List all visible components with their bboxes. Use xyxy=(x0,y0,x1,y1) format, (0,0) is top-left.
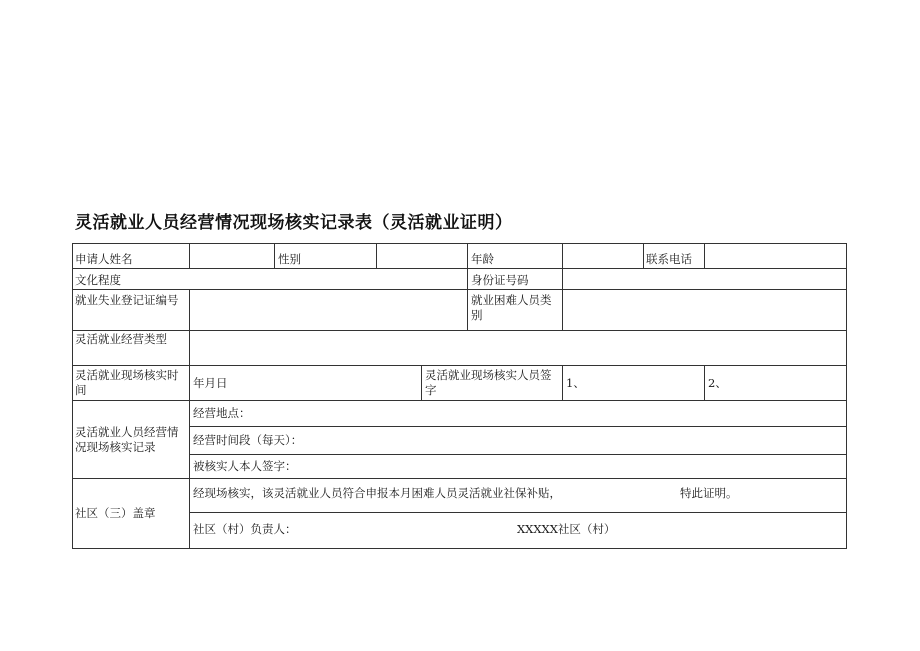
verifier-2-field[interactable]: 2、 xyxy=(705,366,847,401)
hardship-category-field[interactable] xyxy=(563,290,847,331)
applicant-name-label: 申请人姓名 xyxy=(72,243,190,269)
phone-field[interactable] xyxy=(705,243,847,269)
location-field[interactable]: 经营地点： xyxy=(190,401,847,427)
applicant-name-field[interactable] xyxy=(190,243,275,269)
unemployment-reg-label: 就业失业登记证编号 xyxy=(72,290,190,331)
community-name: XXXXX社区（村） xyxy=(517,522,616,536)
gender-field[interactable] xyxy=(377,243,468,269)
age-field[interactable] xyxy=(563,243,644,269)
verifier-1-field[interactable]: 1、 xyxy=(563,366,705,401)
record-label: 灵活就业人员经营情况现场核实记录 xyxy=(72,401,190,479)
business-type-field[interactable] xyxy=(190,331,847,366)
business-type-label: 灵活就业经营类型 xyxy=(72,331,190,366)
period-field[interactable]: 经营时间段（每天）： xyxy=(190,427,847,455)
phone-label: 联系电话 xyxy=(644,243,705,269)
hardship-category-label: 就业困难人员类别 xyxy=(468,290,563,331)
community-sign-row xyxy=(190,513,847,549)
verify-date-field[interactable]: 年月日 xyxy=(190,366,422,401)
stamp-label: 社区（三）盖章 xyxy=(72,479,190,549)
id-number-field[interactable] xyxy=(563,269,847,290)
id-number-label: 身份证号码 xyxy=(468,269,563,290)
verify-time-label: 灵活就业现场核实时间 xyxy=(72,366,190,401)
statement-row xyxy=(190,479,847,513)
form-title: 灵活就业人员经营情况现场核实记录表（灵活就业证明） xyxy=(75,213,513,233)
signature-field[interactable]: 被核实人本人签字： xyxy=(190,455,847,479)
certify-text: 特此证明。 xyxy=(680,486,738,500)
community-head-label[interactable]: 社区（村）负责人： xyxy=(193,522,297,536)
verifier-sign-label: 灵活就业现场核实人员签字 xyxy=(422,366,563,401)
statement-text: 经现场核实，该灵活就业人员符合申报本月困难人员灵活就业社保补贴， xyxy=(193,486,561,500)
education-label: 文化程度 xyxy=(72,269,468,290)
verification-form-table xyxy=(72,243,847,549)
gender-label: 性别 xyxy=(275,243,377,269)
age-label: 年龄 xyxy=(468,243,563,269)
unemployment-reg-field[interactable] xyxy=(190,290,468,331)
